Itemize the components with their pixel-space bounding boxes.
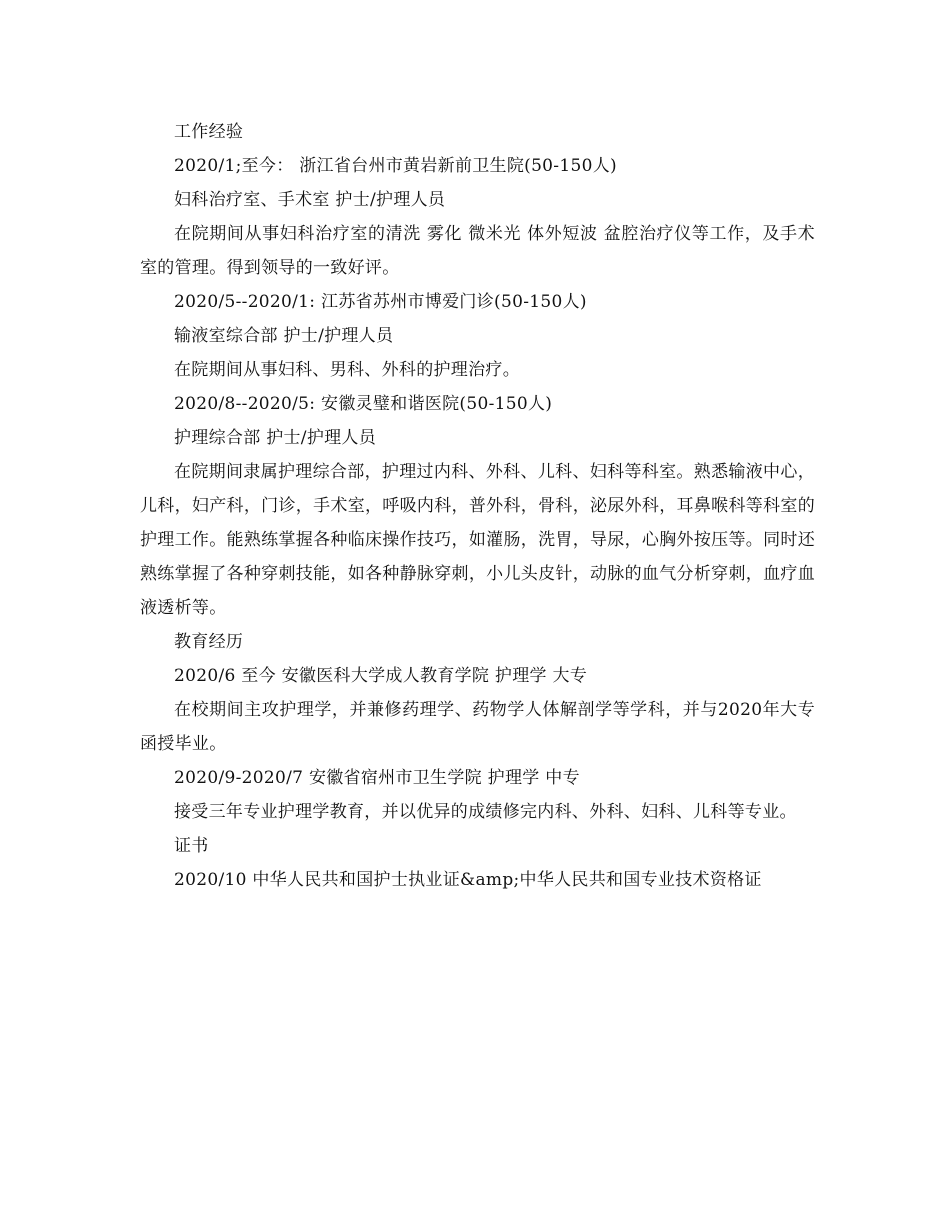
certificate-item: 2020/10 中华人民共和国护士执业证&amp;中华人民共和国专业技术资格证 bbox=[174, 870, 762, 890]
certificates-section bbox=[140, 829, 815, 897]
work-entry-role: 妇科治疗室、手术室 护士/护理人员 bbox=[174, 190, 446, 210]
education-section bbox=[140, 625, 815, 829]
work-entry-description: 在院期间从事妇科、男科、外科的护理治疗。 bbox=[174, 360, 520, 380]
education-entry-summary: 2020/9-2020/7 安徽省宿州市卫生学院 护理学 中专 bbox=[174, 768, 580, 788]
education-entry-summary: 2020/6 至今 安徽医科大学成人教育学院 护理学 大专 bbox=[174, 666, 588, 686]
education-entry-description: 在校期间主攻护理学，并兼修药理学、药物学人体解剖学等学科，并与2020年大专函授毕业。 bbox=[140, 700, 815, 754]
work-entry bbox=[140, 387, 815, 625]
work-entry-role: 输液室综合部 护士/护理人员 bbox=[174, 326, 394, 346]
education-entry-description: 接受三年专业护理学教育，并以优异的成绩修完内科、外科、妇科、儿科等专业。 bbox=[174, 802, 797, 822]
work-entry bbox=[140, 285, 815, 387]
education-entry bbox=[140, 659, 815, 761]
work-experience-section bbox=[140, 115, 815, 625]
resume-document bbox=[140, 115, 815, 897]
work-entry-period: 2020/1;至今： 浙江省台州市黄岩新前卫生院(50-150人) bbox=[174, 156, 617, 176]
certificates-heading: 证书 bbox=[174, 836, 209, 856]
work-entry-description: 在院期间隶属护理综合部，护理过内科、外科、儿科、妇科等科室。熟悉输液中心，儿科，妇产科，门诊，手术室，呼吸内科，普外科，骨科，泌尿外科，耳鼻喉科等科室的护理工作。能熟练掌握各种临床操作技巧，如灌肠，洗胃，导尿，心胸外按压等。同时还熟练掌握了各种穿刺技能，如各种静脉穿刺，小儿头皮针，动脉的血气分析穿刺，血疗血液透析等。 bbox=[140, 462, 815, 618]
work-experience-heading: 工作经验 bbox=[174, 122, 244, 142]
education-heading: 教育经历 bbox=[174, 632, 244, 652]
work-entry-description: 在院期间从事妇科治疗室的清洗 雾化 微米光 体外短波 盆腔治疗仪等工作，及手术室的管理。得到领导的一致好评。 bbox=[140, 224, 815, 278]
education-entry bbox=[140, 761, 815, 829]
work-entry-period: 2020/8--2020/5: 安徽灵璧和谐医院(50-150人) bbox=[174, 394, 553, 414]
work-entry bbox=[140, 149, 815, 285]
work-entry-period: 2020/5--2020/1: 江苏省苏州市博爱门诊(50-150人) bbox=[174, 292, 587, 312]
work-entry-role: 护理综合部 护士/护理人员 bbox=[174, 428, 377, 448]
